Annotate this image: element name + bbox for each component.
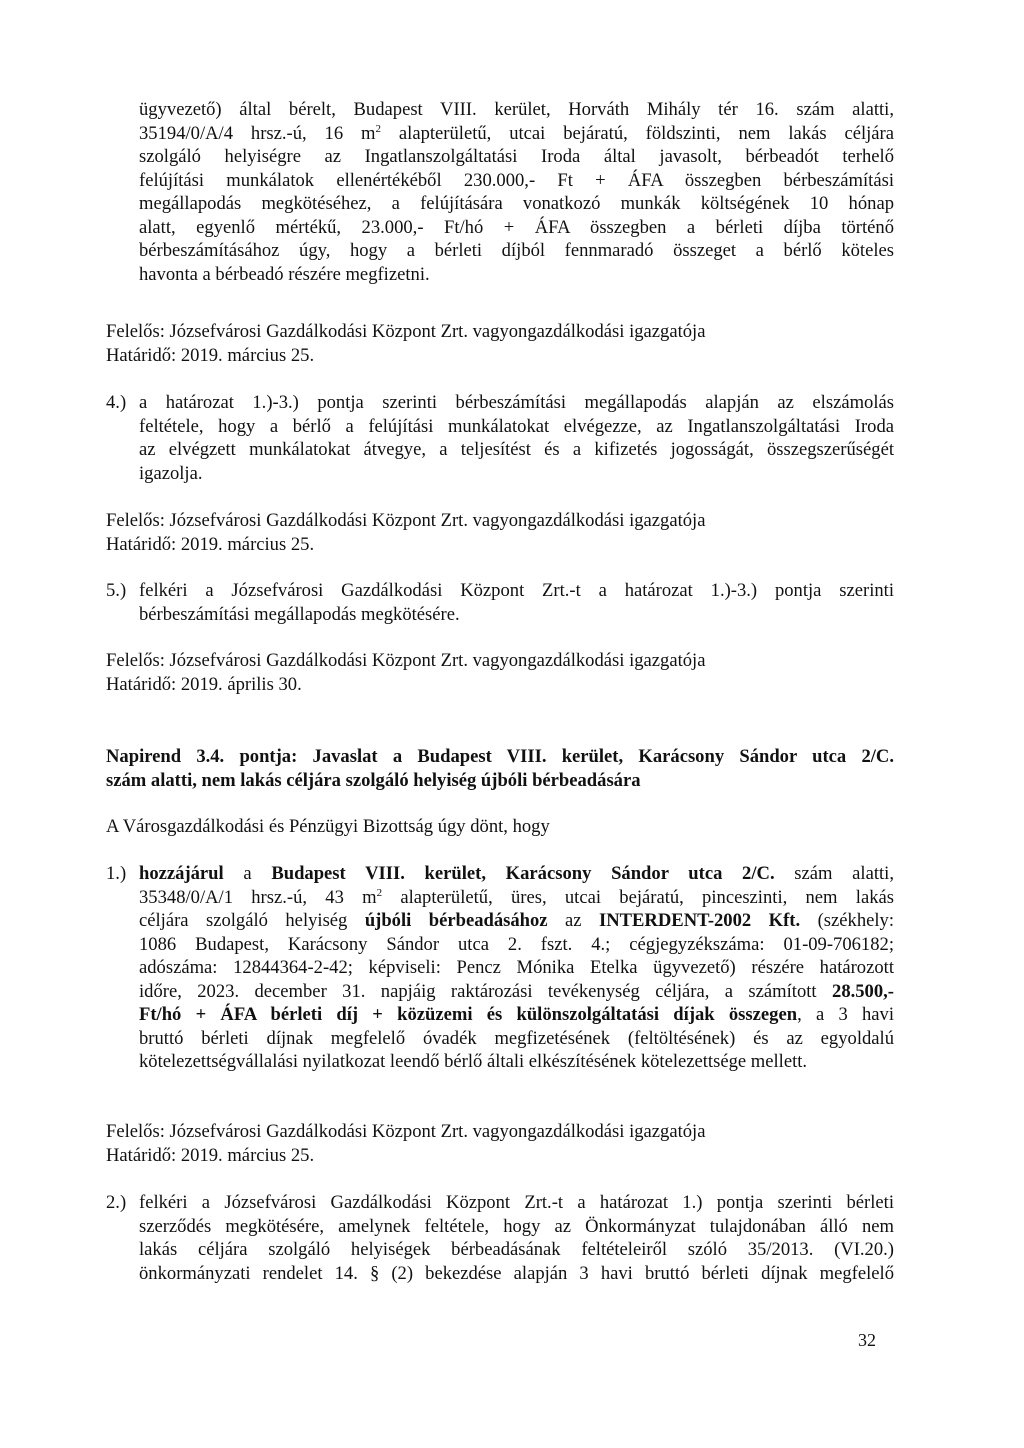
text-line: céljára szolgáló helyiség újbóli bérbeadásához az INTERDENT-2002 Kft. (székhely: bbox=[139, 910, 894, 931]
responsibility-block bbox=[106, 649, 894, 696]
resolution-item-4 bbox=[139, 391, 894, 485]
text-line: hozzájárul a Budapest VIII. kerület, Karácsony Sándor utca 2/C. szám alatti, bbox=[139, 863, 894, 884]
deadline-line: Határidő: 2019. március 25. bbox=[106, 344, 315, 366]
text-line: felújítási munkálatok ellenértékéből 230.000,- Ft + ÁFA összegben bérbeszámítási bbox=[139, 169, 894, 191]
resolution-item-5 bbox=[139, 579, 894, 626]
item-number: 5.) bbox=[106, 580, 127, 601]
decision-intro: A Városgazdálkodási és Pénzügyi Bizottság úgy dönt, hogy bbox=[106, 816, 550, 837]
item-number: 2.) bbox=[106, 1192, 127, 1213]
text-line: felkéri a Józsefvárosi Gazdálkodási Központ Zrt.-t a határozat 1.)-3.) pontja szerinti bbox=[139, 580, 894, 601]
heading-line: szám alatti, nem lakás céljára szolgáló helyiség újbóli bérbeadására bbox=[106, 769, 641, 791]
text-line: Ft/hó + ÁFA bérleti díj + közüzemi és különszolgáltatási díjak összegen, a 3 havi bbox=[139, 1004, 894, 1025]
responsibility-block bbox=[106, 1120, 894, 1167]
text-line: ügyvezető) által bérelt, Budapest VIII. kerület, Horváth Mihály tér 16. szám alatti, bbox=[139, 99, 894, 120]
responsible-line: Felelős: Józsefvárosi Gazdálkodási Központ Zrt. vagyongazdálkodási igazgatója bbox=[106, 510, 706, 531]
resolution-item-2 bbox=[139, 1191, 894, 1285]
responsibility-block bbox=[106, 320, 894, 367]
text-line: 35194/0/A/4 hrsz.-ú, 16 $m^2$ alapterületű, utcai bejáratú, földszinti, nem lakás céljára bbox=[139, 122, 894, 144]
heading-line: Napirend 3.4. pontja: Javaslat a Budapest VIII. kerület, Karácsony Sándor utca 2/C. bbox=[106, 746, 894, 767]
page-number: 32 bbox=[858, 1330, 876, 1350]
responsible-line: Felelős: Józsefvárosi Gazdálkodási Központ Zrt. vagyongazdálkodási igazgatója bbox=[106, 1121, 706, 1142]
text-line: a határozat 1.)-3.) pontja szerinti bérbeszámítási megállapodás alapján az elszámolás bbox=[139, 392, 894, 413]
text-line: lakás céljára szolgáló helyiségek bérbeadásának feltételeiről szóló 35/2013. (VI.20.) bbox=[139, 1239, 894, 1260]
responsible-line: Felelős: Józsefvárosi Gazdálkodási Központ Zrt. vagyongazdálkodási igazgatója bbox=[106, 650, 706, 671]
text-line: bruttó bérleti díjnak megfelelő óvadék megfizetésének (feltöltésének) és az egyoldalú bbox=[139, 1027, 894, 1049]
paragraph-continuation bbox=[139, 98, 894, 286]
text-line: önkormányzati rendelet 14. § (2) bekezdése alapján 3 havi bruttó bérleti díjnak megfelelő bbox=[139, 1262, 894, 1284]
deadline-line: Határidő: 2019. március 25. bbox=[106, 533, 315, 555]
text-line: az elvégzett munkálatokat átvegye, a teljesítést és a kifizetés jogosságát, összegszerűségét bbox=[139, 439, 894, 460]
agenda-heading bbox=[106, 745, 894, 792]
text-line: kötelezettségvállalási nyilatkozat leendő bérlő általi elkészítésének kötelezettsége mellett. bbox=[139, 1051, 808, 1072]
text-line: 35348/0/A/1 hrsz.-ú, 43 $m^2$ alapterületű, üres, utcai bejáratú, pinceszinti, nem lakás bbox=[139, 886, 894, 908]
text-line: bérbeszámításához úgy, hogy a bérleti díjból fennmaradó összeget a bérlő köteles bbox=[139, 240, 894, 261]
responsibility-block bbox=[106, 509, 894, 556]
deadline-line: Határidő: 2019. március 25. bbox=[106, 1144, 315, 1166]
text-line: alatt, egyenlő mértékű, 23.000,- Ft/hó + ÁFA összegben a bérleti díjba történő bbox=[139, 216, 894, 238]
text-line: szerződés megkötésére, amelynek feltétele, hogy az Önkormányzat tulajdonában álló nem bbox=[139, 1215, 894, 1237]
text-line: havonta a bérbeadó részére megfizetni. bbox=[139, 263, 430, 285]
text-line: felkéri a Józsefvárosi Gazdálkodási Központ Zrt.-t a határozat 1.) pontja szerinti bérleti bbox=[139, 1192, 894, 1213]
text-line: adószáma: 12844364-2-42; képviseli: Pencz Mónika Etelka ügyvezető) részére határozott bbox=[139, 957, 894, 978]
text-line: bérbeszámítási megállapodás megkötésére. bbox=[139, 603, 460, 625]
deadline-line: Határidő: 2019. április 30. bbox=[106, 673, 302, 695]
text-line: feltétele, hogy a bérlő a felújítási munkálatokat elvégezze, az Ingatlanszolgáltatási Iroda bbox=[139, 415, 894, 437]
item-number: 4.) bbox=[106, 392, 127, 413]
text-line: igazolja. bbox=[139, 462, 203, 484]
item-number: 1.) bbox=[106, 863, 127, 884]
text-line: megállapodás megkötéséhez, a felújítására vonatkozó munkák költségének 10 hónap bbox=[139, 193, 894, 214]
text-line: időre, 2023. december 31. napjáig raktározási tevékenység céljára, a számított 28.500,- bbox=[139, 980, 894, 1002]
text-line: 1086 Budapest, Karácsony Sándor utca 2. fszt. 4.; cégjegyzékszáma: 01-09-706182; bbox=[139, 933, 894, 955]
resolution-item-1 bbox=[139, 862, 894, 1074]
responsible-line: Felelős: Józsefvárosi Gazdálkodási Központ Zrt. vagyongazdálkodási igazgatója bbox=[106, 321, 706, 342]
text-line: szolgáló helyiségre az Ingatlanszolgáltatási Iroda által javasolt, bérbeadót terhelő bbox=[139, 146, 894, 167]
